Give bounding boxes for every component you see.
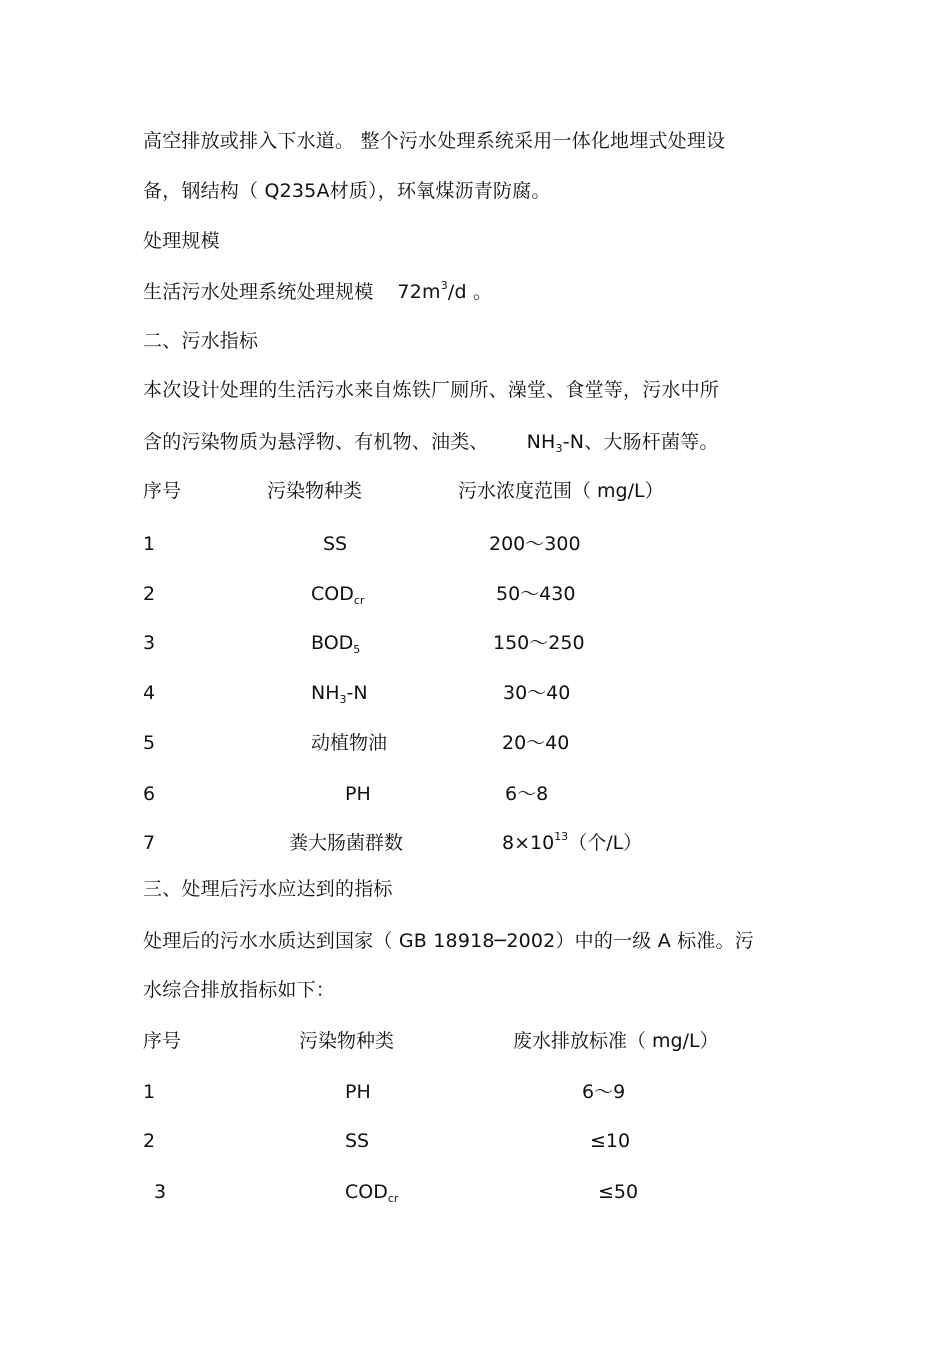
nh3-subscript: 3 — [555, 442, 563, 455]
table1-row-name — [311, 681, 368, 705]
pollutant-name: COD — [345, 1181, 388, 1203]
table1-row-no: 2 — [143, 583, 156, 605]
pollutant-subscript: 5 — [353, 643, 361, 656]
table2-row-no: 3 — [154, 1181, 167, 1203]
table1-header-no: 序号 — [143, 480, 182, 502]
section-heading-3: 三、处理后污水应达到的指标 — [143, 878, 393, 900]
table1-row-no: 4 — [143, 682, 156, 704]
scale-unit: /d 。 — [447, 281, 493, 303]
table2-header-type: 污染物种类 — [299, 1030, 395, 1052]
table1-row-range: 150～250 — [493, 632, 585, 654]
table1-row-name: 粪大肠菌群数 — [289, 832, 404, 854]
table1-row-name — [311, 582, 364, 606]
table1-row-name: SS — [323, 533, 348, 555]
table2-row-limit: ≤50 — [598, 1181, 639, 1203]
table1-row-no: 3 — [143, 632, 156, 654]
pollutant-subscript: cr — [353, 594, 365, 607]
table2-row-limit: 6～9 — [582, 1081, 626, 1103]
coliform-unit: （个/L） — [568, 832, 643, 854]
table2-row-name — [345, 1180, 398, 1204]
table1-row-range: 20～40 — [502, 732, 570, 754]
table2-header-standard: 废水排放标准（ mg/L） — [513, 1030, 719, 1052]
pollutant-name: NH — [311, 682, 340, 704]
table2-row-no: 1 — [143, 1081, 156, 1103]
paragraph-line: 处理后的污水水质达到国家（ GB 18918─2002）中的一级 A 标准。污 — [143, 930, 754, 952]
table2-row-name: SS — [345, 1130, 370, 1152]
paragraph-line: 本次设计处理的生活污水来自炼铁厂厕所、澡堂、食堂等，污水中所 — [143, 379, 720, 401]
pollutant-name-tail: -N — [346, 682, 368, 704]
paragraph-text: -N、大肠杆菌等。 — [562, 431, 719, 453]
paragraph-text: 含的污染物质为悬浮物、有机物、油类、 — [143, 431, 489, 453]
paragraph-line — [143, 430, 719, 454]
section-heading-2: 二、污水指标 — [143, 330, 259, 352]
nh3-text: NH — [526, 431, 556, 453]
section-heading-scale: 处理规模 — [143, 230, 220, 252]
table1-header-range: 污水浓度范围（ mg/L） — [458, 480, 664, 502]
table2-header-no: 序号 — [143, 1030, 182, 1052]
table1-row-no: 6 — [143, 783, 156, 805]
pollutant-subscript: cr — [387, 1192, 399, 1205]
coliform-value: 8×10 — [502, 832, 555, 854]
pollutant-name: COD — [311, 583, 354, 605]
table1-row-no: 1 — [143, 533, 156, 555]
table1-row-range: 50～430 — [496, 583, 576, 605]
pollutant-subscript: 3 — [339, 693, 347, 706]
paragraph-line: 水综合排放指标如下： — [143, 979, 336, 1001]
scale-line — [143, 280, 492, 304]
scale-value: 72m — [397, 281, 441, 303]
scale-text: 生活污水处理系统处理规模 — [143, 281, 374, 303]
table2-row-name: PH — [345, 1081, 371, 1103]
scale-superscript: 3 — [440, 279, 448, 292]
table1-row-name: PH — [345, 783, 371, 805]
table1-row-name: 动植物油 — [311, 732, 388, 754]
table2-row-limit: ≤10 — [590, 1130, 631, 1152]
pollutant-name: BOD — [311, 632, 354, 654]
coliform-exponent: 13 — [554, 830, 569, 843]
table1-row-range: 6～8 — [505, 783, 549, 805]
table1-row-range: 200～300 — [489, 533, 581, 555]
table1-row-no: 7 — [143, 832, 156, 854]
table1-row-range — [502, 831, 642, 855]
table1-row-range: 30～40 — [503, 682, 571, 704]
paragraph-line: 备，钢结构（ Q235A材质），环氧煤沥青防腐。 — [143, 180, 551, 202]
table1-row-no: 5 — [143, 732, 156, 754]
paragraph-line: 高空排放或排入下水道。 整个污水处理系统采用一体化地埋式处理设 — [143, 130, 726, 152]
table1-header-type: 污染物种类 — [267, 480, 363, 502]
table2-row-no: 2 — [143, 1130, 156, 1152]
table1-row-name — [311, 631, 360, 655]
